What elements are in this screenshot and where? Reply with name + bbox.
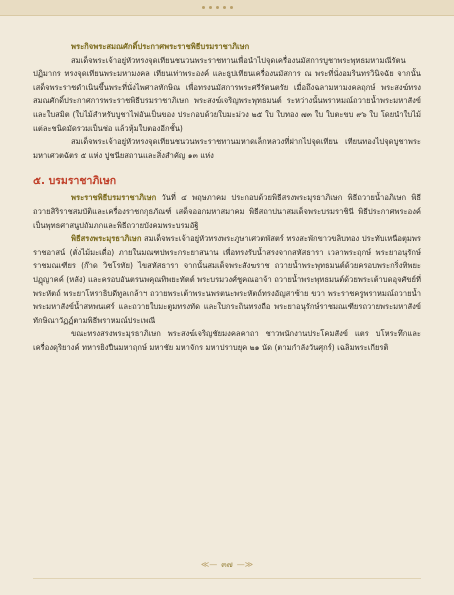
section-two-p2-lead: พิธีสรงพระมุรธาภิเษก xyxy=(71,234,142,244)
section-one-paragraph-1-text: สมเด็จพระเจ้าอยู่หัวทรงจุดเทียนชนวนพระราชทานเพื่อนำไปจุดเครื่องนมัสการบูชาพระพุทธมหามณีรัตนปฏิมากร ทรงจุดเทียนพระมหามงคล เทียนเท่าพระองค์ และธูปเทียนเครื่องนมัสการ ณ พระที่นั่งอมรินทรวินิจฉัย จากนั้นเสด็จพระราชดำเนินขึ้นพระที่นั่งไพศาลทักษิณ เพื่อทรงนมัสการพระศรีรัตนตรัย เมื่อถึงฉลามหามงคลฤกษ์ พระสงฆ์ทรงสมณศักดิ์ประกาศการพระราชพิธีบรมราชาภิเษก พระสงฆ์เจริญพระพุทธมนต์ ระหว่างนั้นพราหมณ์ถวายน้ำพระมหาสังข์และใบสมิต (ใบไม้สำหรับบูชาไฟอันเป็นของ ประกอบด้วยใบมะม่วง ๒๕ ใบ ใบทอง ๗๓ ใบ ใบตะขบ ๙๖ ใบ โดยนำใบไม้แต่ละชนิดมัดรวมเป็นช่อ แล้วหุ้มใบตองอีกชั้น) xyxy=(33,55,421,133)
footer-ornament-left-icon: ≪— xyxy=(200,560,218,569)
bottom-rule xyxy=(33,578,421,579)
section-one-paragraph-1 xyxy=(33,54,421,136)
section-two-title: ๕. บรมราชาภิเษก xyxy=(33,175,117,188)
section-two-p1-lead: พระราชพิธีบรมราชาภิเษก xyxy=(71,193,157,203)
section-two-p3-text: ขณะทรงสรงพระมุรธาภิเษก พระสงฆ์เจริญชัยมงคลคาถา ชาวพนักงานประโคมสังข์ แตร บโหระทึกและเครื่องดุริยางค์ ทหารยิงปืนมหาฤกษ์ มหาชัย มหาจักร มหาปราบยุค ๒๑ นัด (ตามกำลังวันศุกร์) เฉลิมพระเกียรติ xyxy=(33,329,421,352)
section-two-paragraph-1 xyxy=(33,191,421,232)
section-one-paragraph-2-text: สมเด็จพระเจ้าอยู่หัวทรงจุดเทียนชนวนพระราชทานมหาดเล็กหลวงที่ฝากไปจุดเทียน เทียนทองไปจุดบูชาพระมหาเศวตฉัตร ๕ แห่ง ปูชนียสถานและสิ่งสำคัญ ๑๓ แห่ง xyxy=(33,137,421,160)
page-footer xyxy=(0,558,454,571)
section-two-paragraph-2 xyxy=(33,232,421,327)
section-one-paragraph-2 xyxy=(33,135,421,162)
page-number: ๓๗ xyxy=(221,560,233,569)
section-one-heading: พระกิจพระสมณศักดิ์ประกาศพระราชพิธีบรมราชาภิเษก xyxy=(71,42,250,51)
page-content xyxy=(33,40,421,354)
section-two-p2-text: สมเด็จพระเจ้าอยู่หัวทรงพระภูษาเศวตพัสตร์ ทรงสะพักขาวขลิบทอง ประทับเหนือตุมพรราชอาสน์ (ตั่งไม้มะเดื่อ) ภายในมณฑปพระกระยาสนาน เพื่อทรงรับน้ำสรงจากสหัสธารา เวลาพระฤกษ์ พระยาอนุรักษ์ราชมณเฑียร (ก๊าด วิชโรทัย) ไขสหัสธารา จากนั้นสมเด็จพระสังฆราช ถวายน้ำพระพุทธมนต์ด้วยครอบพระกริ่งทิพยะปฏุญาคค์ (หลัง) และครอบอันตรนพคุณทิพยะทัตต์ พระบรมวงศ์ชูคณอาจ้า ถวายน้ำพระพุทธมนต์ด้วยพระเต้าบดอุจศัขย์ที่พระหัตถ์ พระยาโหราธิบดีทูลเกล้าฯ ถวายพระเต้าพระนพรตนะพระหัตถ์ทรงอัญสาซ้าย ขวา พระราชครูพราหมณ์ถวายน้ำพระมหาสังข์น้ำสหพนเศร์ และถวายใบมะตูมทรงทัด และใบกระถินทรงถือ พระยาอนุรักษ์ราชมณเฑียรถวายพระมหาสังข์ทักษิณาวัฏฏ์ตามพิธีพราหมณ์ประเพณี xyxy=(33,234,421,325)
section-two-p1-text: วันที่ ๔ พฤษภาคม ประกอบด้วยพิธีสรงพระมุรธาภิเษก พิธีถวายน้ำอภิเษก พิธีถวายสิริราชสมบัติและเครื่องราชกกุธภัณฑ์ เสด็จออกมหาสมาคม พิธีสถาปนาสมเด็จพระบรมราชินี พิธีประกาศพระองค์เป็นพุทธศาสนูปถัมภกและพิธีถวายบังคมพระบรมอัฐิ xyxy=(33,193,421,230)
top-band xyxy=(0,0,454,16)
section-two-paragraph-3 xyxy=(33,327,421,354)
footer-ornament-right-icon: —≫ xyxy=(236,560,254,569)
top-ornament xyxy=(200,3,235,12)
